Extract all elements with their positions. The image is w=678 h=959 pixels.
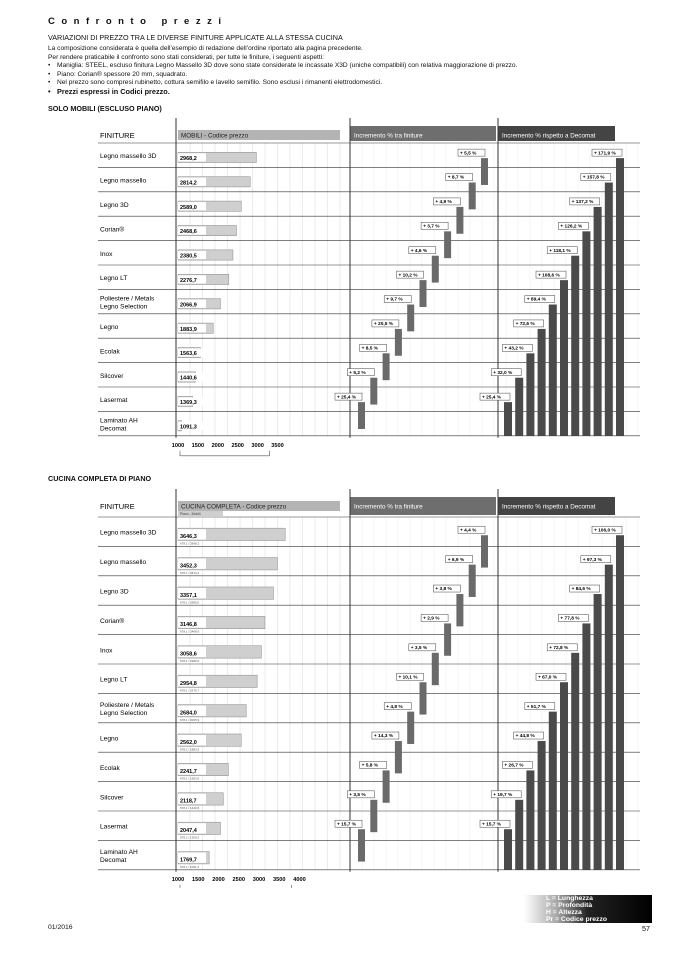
- row-label: Decomat: [100, 857, 127, 865]
- incr-label: + 5,5 %: [460, 151, 477, 157]
- bullet-top: • Piano: Corian® spessore 20 mm, squadrato.: [48, 71, 648, 80]
- incr-bar: [432, 256, 439, 283]
- decomat-bar: [549, 712, 557, 870]
- decomat-bar: [538, 329, 546, 436]
- price-value-label: 2968,2: [180, 156, 197, 163]
- price-value-label: 3646,3: [180, 534, 197, 541]
- decomat-label: + 89,4 %: [526, 297, 546, 303]
- row-label: Legno 3D: [100, 588, 129, 596]
- price-sub-label: 678,1 / 1369,3: [180, 835, 200, 840]
- decomat-label: + 43,2 %: [504, 346, 524, 352]
- incr-bar: [456, 207, 463, 234]
- price-sub-label: 678,1 / 1091,3: [180, 864, 200, 869]
- incr-bar: [383, 770, 390, 802]
- price-sub-label: 678,1 / 2589,0: [180, 600, 200, 605]
- decomat-bar: [504, 402, 512, 436]
- incr-label: + 5,8 %: [361, 763, 379, 769]
- decomat-bar: [549, 305, 557, 436]
- incr-bar: [358, 402, 365, 429]
- row-label: Ecolak: [100, 348, 120, 356]
- row-label: Poliestere / Metals: [100, 295, 155, 303]
- decomat-bar: [616, 535, 624, 870]
- decomat-label: + 44,8 %: [515, 734, 535, 740]
- price-value-label: 3357,1: [180, 592, 197, 599]
- decomat-bar: [560, 682, 568, 870]
- price-value-label: 2066,9: [180, 302, 197, 309]
- price-sub-label: 678,1 / 2968,2: [180, 541, 200, 546]
- incr-label: + 3,5 %: [410, 646, 428, 652]
- bullet-handle: • Maniglia: STEEL, escluso finitura Legno Massello 3D dove sono state considerate le incassate X3D (uniche compatibili) con relativa maggiorazione di prezzo.: [48, 62, 648, 71]
- decomat-label: + 118,1 %: [549, 248, 571, 254]
- incr-bar: [370, 378, 377, 405]
- row-label: Silcover: [100, 372, 124, 380]
- x-tick-label: 1500: [192, 876, 205, 883]
- row-label: Legno Selection: [100, 303, 148, 311]
- decomat-bar: [605, 183, 613, 436]
- incr-label: + 15,7 %: [337, 822, 357, 828]
- decomat-label: + 84,6 %: [571, 587, 591, 593]
- x-tick-label: 2000: [211, 442, 225, 449]
- header-decomat: Incremento % rispetto a Decomat: [502, 503, 596, 511]
- price-sub-label: 678,1 / 2814,2: [180, 570, 200, 575]
- decomat-bar: [560, 280, 568, 436]
- price-value-label: 2276,7: [180, 278, 197, 285]
- incr-bar: [383, 353, 390, 380]
- price-sub-label: 678,1 / 2005,9: [180, 717, 200, 722]
- row-label: Silcover: [100, 794, 124, 802]
- row-label: Legno massello: [100, 559, 147, 567]
- incr-bar: [444, 623, 451, 655]
- page-title: Confronto prezzi: [48, 16, 228, 27]
- chart-cucina-completa: [0, 483, 678, 888]
- decomat-bar: [605, 565, 613, 870]
- incr-bar: [407, 305, 414, 332]
- legend-box: [524, 895, 652, 923]
- bullet-included: • Nel prezzo sono compresi rubinetto, cottura semifilo e lavello semifilo. Sono esclusi i rimanenti elettrodomestici.: [48, 79, 648, 88]
- intro-paragraph-1: La composizione considerata è quella dell’esempio di redazione dell’ordine riportato alla pagina precedente.: [48, 45, 363, 52]
- intro-paragraph-2: Per rendere praticabile il confronto sono stati considerati, per tutte le finiture, i seguenti aspetti:: [48, 53, 324, 61]
- price-value-label: 3058,6: [180, 651, 197, 658]
- row-label: Corian®: [100, 226, 125, 234]
- incr-bar: [456, 594, 463, 626]
- price-value-label: 2118,7: [180, 798, 197, 805]
- row-label: Laminato AH: [100, 849, 138, 857]
- section-title-cucina: CUCINA COMPLETA DI PIANO: [48, 474, 152, 483]
- row-label: Legno: [100, 735, 119, 743]
- price-value-label: 1091,3: [180, 424, 197, 431]
- row-label: Legno Selection: [100, 710, 148, 718]
- legend-price-code: Pr = Codice prezzo: [546, 916, 607, 923]
- incr-label: + 9,7 %: [386, 297, 403, 303]
- decomat-label: + 106,0 %: [594, 528, 616, 534]
- footer-date: 01/2016: [48, 924, 73, 931]
- price-sub-label: 678,1 / 1883,9: [180, 747, 200, 752]
- decomat-label: + 25,4 %: [482, 395, 502, 401]
- x-tick-label: 1000: [171, 442, 185, 449]
- incr-bar: [432, 653, 439, 685]
- decomat-label: + 32,0 %: [493, 370, 513, 376]
- row-label: Ecolak: [100, 764, 120, 772]
- price-value-label: 2684,0: [180, 710, 197, 717]
- decomat-label: + 126,2 %: [560, 224, 583, 230]
- incr-label: + 20,5 %: [373, 322, 393, 328]
- decomat-bar: [571, 653, 579, 870]
- chart-solo-mobili: [0, 112, 678, 462]
- row-label: Corian®: [100, 617, 125, 625]
- header-incr: Incremento % tra finiture: [354, 503, 423, 511]
- price-sub-label: 678,1 / 1563,6: [180, 776, 200, 781]
- row-label: Legno LT: [100, 676, 128, 684]
- section-title-mobili: SOLO MOBILI (ESCLUSO PIANO): [48, 104, 162, 113]
- incr-label: + 3,5 %: [349, 793, 366, 799]
- x-tick-label: 3000: [252, 876, 266, 883]
- decomat-label: + 67,0 %: [538, 675, 558, 681]
- decomat-bar: [594, 207, 602, 436]
- legend-depth: P = Profondità: [546, 902, 593, 909]
- incr-label: + 3,8 %: [435, 587, 452, 593]
- incr-label: + 2,9 %: [423, 616, 440, 622]
- price-value-label: 3452,3: [180, 563, 197, 570]
- incr-label: + 10,2 %: [398, 273, 418, 279]
- legend-height: H = Altezza: [546, 909, 582, 916]
- row-label: Lasermat: [100, 823, 128, 831]
- incr-bar: [395, 329, 402, 356]
- row-label: Legno LT: [100, 275, 128, 283]
- row-label: Inox: [100, 250, 113, 258]
- x-tick-label: 3500: [271, 442, 284, 449]
- decomat-bar: [616, 158, 624, 436]
- decomat-label: + 77,8 %: [560, 616, 580, 622]
- x-axis-bracket: [180, 885, 292, 888]
- incr-bar: [469, 565, 476, 597]
- decomat-label: + 97,3 %: [582, 557, 602, 563]
- decomat-bar: [526, 770, 534, 869]
- incr-bar: [481, 535, 488, 567]
- decomat-bar: [526, 353, 534, 435]
- decomat-label: + 108,6 %: [538, 273, 560, 279]
- x-axis-bracket: [180, 451, 270, 456]
- x-tick-label: 2500: [231, 442, 244, 449]
- header-incr: Incremento % tra finiture: [354, 132, 423, 140]
- incr-label: + 25,4 %: [337, 395, 357, 401]
- incr-bar: [481, 158, 488, 185]
- row-label: Poliestere / Metals: [100, 702, 155, 710]
- incr-label: + 6,9 %: [447, 557, 465, 563]
- decomat-bar: [582, 231, 590, 435]
- decomat-label: + 72,8 %: [549, 646, 569, 652]
- legend-length: L = Lunghezza: [546, 895, 593, 902]
- row-label: Decomat: [100, 425, 127, 433]
- incr-label: + 4,4 %: [460, 528, 477, 534]
- decomat-bar: [515, 800, 523, 870]
- price-sub-label: 678,1 / 2380,5: [180, 659, 200, 664]
- x-tick-label: 2500: [232, 876, 245, 883]
- price-value-label: 2380,5: [180, 253, 197, 260]
- incr-bar: [469, 183, 476, 210]
- decomat-bar: [571, 256, 579, 436]
- header-finiture: FINITURE: [100, 502, 135, 511]
- decomat-bar: [515, 378, 523, 436]
- price-value-label: 1769,7: [180, 857, 197, 864]
- incr-bar: [395, 741, 402, 773]
- decomat-bar: [594, 594, 602, 870]
- bullet-price-codes: • Prezzi espressi in Codici prezzo.: [48, 88, 648, 97]
- header-decomat: Incremento % rispetto a Decomat: [502, 132, 596, 140]
- row-label: Legno massello 3D: [100, 529, 157, 537]
- price-sub-label: 678,1 / 2468,6: [180, 629, 200, 634]
- price-value-label: 1563,6: [180, 351, 197, 358]
- header-price-sub: Piano - Mobili: [180, 512, 201, 516]
- header-finiture: FINITURE: [100, 131, 135, 140]
- decomat-bar: [504, 829, 512, 870]
- incr-bar: [370, 800, 377, 832]
- row-label: Legno massello 3D: [100, 153, 157, 161]
- decomat-label: + 51,7 %: [526, 704, 546, 710]
- row-label: Laminato AH: [100, 417, 138, 425]
- incr-label: + 4,6 %: [410, 248, 428, 254]
- page-number: 57: [642, 924, 650, 933]
- price-value-label: 1440,6: [180, 375, 197, 382]
- price-value-label: 1369,3: [180, 400, 197, 407]
- row-label: Legno massello: [100, 177, 147, 185]
- row-label: Inox: [100, 647, 113, 655]
- incr-label: + 8,7 %: [447, 175, 465, 181]
- intro-bullets: [48, 62, 648, 96]
- price-value-label: 2814,2: [180, 180, 197, 187]
- price-value-label: 2047,4: [180, 828, 197, 835]
- x-tick-label: 2000: [212, 876, 225, 883]
- x-tick-label: 3000: [251, 442, 264, 449]
- decomat-label: + 26,7 %: [504, 763, 524, 769]
- header-price: MOBILI - Codice prezzo: [181, 132, 249, 140]
- decomat-label: + 157,8 %: [582, 175, 605, 181]
- decomat-bar: [538, 741, 546, 870]
- incr-bar: [444, 231, 451, 258]
- incr-label: + 5,2 %: [349, 370, 366, 376]
- price-value-label: 2241,7: [180, 769, 197, 776]
- incr-bar: [358, 829, 365, 861]
- x-tick-label: 4000: [293, 876, 306, 883]
- incr-bar: [420, 682, 427, 714]
- decomat-label: + 19,7 %: [493, 793, 513, 799]
- decomat-label: + 15,7 %: [482, 822, 502, 828]
- price-value-label: 3146,8: [180, 622, 197, 629]
- decomat-label: + 137,2 %: [571, 200, 594, 206]
- price-sub-label: 678,1 / 1440,6: [180, 806, 200, 811]
- page-subtitle: VARIAZIONI DI PREZZO TRA LE DIVERSE FINITURE APPLICATE ALLA STESSA CUCINA: [48, 33, 343, 42]
- incr-label: + 4,8 %: [386, 704, 403, 710]
- x-tick-label: 1500: [191, 442, 205, 449]
- decomat-label: + 171,9 %: [594, 151, 616, 157]
- row-label: Legno 3D: [100, 202, 129, 209]
- price-value-label: 2954,8: [180, 681, 197, 688]
- price-value-label: 1883,9: [180, 326, 197, 333]
- decomat-label: + 72,6 %: [515, 322, 535, 328]
- price-value-label: 2562,0: [180, 739, 197, 746]
- incr-label: + 14,3 %: [373, 734, 393, 740]
- price-value-label: 2468,6: [180, 229, 197, 236]
- row-label: Legno: [100, 324, 119, 331]
- price-sub-label: 678,1 / 2276,7: [180, 688, 200, 693]
- x-tick-label: 1000: [171, 876, 185, 883]
- incr-bar: [420, 280, 427, 307]
- row-label: Lasermat: [100, 397, 128, 405]
- incr-label: + 8,5 %: [361, 346, 379, 352]
- intro-text: [48, 45, 648, 97]
- incr-bar: [407, 712, 414, 744]
- incr-label: + 3,7 %: [423, 224, 440, 230]
- header-price: CUCINA COMPLETA - Codice prezzo: [181, 503, 287, 511]
- price-value-label: 2589,0: [180, 204, 197, 211]
- incr-label: + 4,9 %: [435, 200, 452, 206]
- x-tick-label: 3500: [273, 876, 286, 883]
- decomat-bar: [582, 623, 590, 869]
- incr-label: + 10,1 %: [398, 675, 418, 681]
